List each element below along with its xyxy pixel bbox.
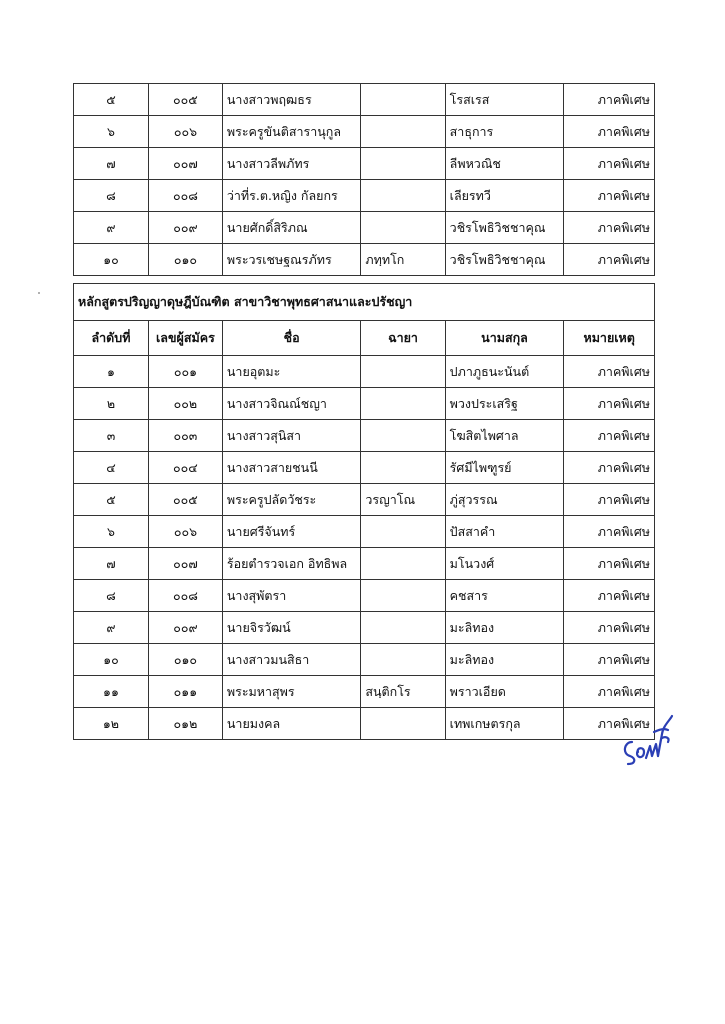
- row-name: นายศรีจันทร์: [222, 516, 360, 548]
- row-name: นายอุตมะ: [222, 356, 360, 388]
- row-applicant-number: ๐๑๐: [148, 244, 222, 276]
- row-applicant-number: ๐๐๘: [148, 580, 222, 612]
- row-applicant-number: ๐๐๔: [148, 452, 222, 484]
- row-order: ๙: [74, 212, 149, 244]
- row-applicant-number: ๐๐๕: [148, 484, 222, 516]
- row-name: ว่าที่ร.ต.หญิง กัลยกร: [222, 180, 360, 212]
- header-order: ลำดับที่: [74, 321, 149, 356]
- table-row: [74, 180, 655, 212]
- row-name: นางสาวสายชนนี: [222, 452, 360, 484]
- row-monastic-alias: [361, 516, 445, 548]
- section-title: หลักสูตรปริญญาดุษฎีบัณฑิต สาขาวิชาพุทธศาสนาและปรัชญา: [74, 284, 655, 321]
- row-applicant-number: ๐๐๖: [148, 116, 222, 148]
- row-applicant-number: ๐๐๙: [148, 612, 222, 644]
- row-applicant-number: ๐๐๘: [148, 180, 222, 212]
- row-monastic-alias: [361, 612, 445, 644]
- row-order: ๓: [74, 420, 149, 452]
- row-monastic-alias: [361, 212, 445, 244]
- row-monastic-alias: [361, 388, 445, 420]
- row-name: นางสุพัตรา: [222, 580, 360, 612]
- row-order: ๗: [74, 548, 149, 580]
- row-remark: ภาคพิเศษ: [564, 452, 655, 484]
- row-remark: ภาคพิเศษ: [564, 484, 655, 516]
- table-row: [74, 388, 655, 420]
- row-monastic-alias: [361, 644, 445, 676]
- row-surname: มโนวงศ์: [445, 548, 564, 580]
- table-row: [74, 452, 655, 484]
- row-surname: วชิรโพธิวิชชาคุณ: [445, 212, 564, 244]
- row-remark: ภาคพิเศษ: [564, 676, 655, 708]
- row-monastic-alias: [361, 580, 445, 612]
- table-row: [74, 612, 655, 644]
- row-surname: พวงประเสริฐ: [445, 388, 564, 420]
- row-remark: ภาคพิเศษ: [564, 612, 655, 644]
- section-title-row: [74, 284, 655, 321]
- row-surname: ปัสสาคำ: [445, 516, 564, 548]
- row-name: นายมงคล: [222, 708, 360, 740]
- applicant-table-continued: [73, 83, 655, 276]
- table-row: [74, 116, 655, 148]
- row-monastic-alias: [361, 708, 445, 740]
- row-order: ๙: [74, 612, 149, 644]
- header-surname: นามสกุล: [445, 321, 564, 356]
- row-applicant-number: ๐๑๒: [148, 708, 222, 740]
- row-order: ๘: [74, 180, 149, 212]
- header-remark: หมายเหตุ: [564, 321, 655, 356]
- row-remark: ภาคพิเศษ: [564, 148, 655, 180]
- table-row: [74, 356, 655, 388]
- row-applicant-number: ๐๐๖: [148, 516, 222, 548]
- table-row: [74, 708, 655, 740]
- row-order: ๑๒: [74, 708, 149, 740]
- applicant-table-phd-buddhism-philosophy: [73, 283, 655, 740]
- row-surname: โรสเรส: [445, 84, 564, 116]
- row-remark: ภาคพิเศษ: [564, 388, 655, 420]
- row-order: ๔: [74, 452, 149, 484]
- row-monastic-alias: [361, 452, 445, 484]
- signature-stroke: [625, 716, 672, 764]
- row-remark: ภาคพิเศษ: [564, 180, 655, 212]
- row-monastic-alias: [361, 148, 445, 180]
- row-surname: รัศมีไพฑูรย์: [445, 452, 564, 484]
- row-order: ๖: [74, 516, 149, 548]
- table-row: [74, 676, 655, 708]
- row-monastic-alias: [361, 356, 445, 388]
- row-order: ๒: [74, 388, 149, 420]
- row-applicant-number: ๐๐๑: [148, 356, 222, 388]
- row-monastic-alias: [361, 84, 445, 116]
- row-surname: วชิรโพธิวิชชาคุณ: [445, 244, 564, 276]
- row-applicant-number: ๐๑๑: [148, 676, 222, 708]
- row-remark: ภาคพิเศษ: [564, 244, 655, 276]
- row-order: ๕: [74, 484, 149, 516]
- row-remark: ภาคพิเศษ: [564, 212, 655, 244]
- row-name: พระครูขันติสารานุกูล: [222, 116, 360, 148]
- row-name: นางสาวมนสิธา: [222, 644, 360, 676]
- row-monastic-alias: [361, 548, 445, 580]
- row-order: ๕: [74, 84, 149, 116]
- row-name: นางสาวลีพภัทร: [222, 148, 360, 180]
- row-name: พระมหาสุพร: [222, 676, 360, 708]
- table-row: [74, 484, 655, 516]
- row-monastic-alias: ภทฺทโก: [361, 244, 445, 276]
- row-surname: มะลิทอง: [445, 644, 564, 676]
- row-remark: ภาคพิเศษ: [564, 420, 655, 452]
- row-name: นางสาวสุนิสา: [222, 420, 360, 452]
- header-name: ชื่อ: [222, 321, 360, 356]
- row-surname: พราวเอียด: [445, 676, 564, 708]
- row-applicant-number: ๐๐๗: [148, 148, 222, 180]
- row-name: พระครูปลัดวัชระ: [222, 484, 360, 516]
- signature-icon: [618, 712, 678, 770]
- row-order: ๖: [74, 116, 149, 148]
- table-row: [74, 212, 655, 244]
- row-order: ๑: [74, 356, 149, 388]
- row-remark: ภาคพิเศษ: [564, 356, 655, 388]
- row-surname: เลียรทวี: [445, 180, 564, 212]
- applicant-table-phd-body: [74, 356, 655, 740]
- row-applicant-number: ๐๐๙: [148, 212, 222, 244]
- row-remark: ภาคพิเศษ: [564, 116, 655, 148]
- row-remark: ภาคพิเศษ: [564, 708, 655, 740]
- row-order: ๗: [74, 148, 149, 180]
- row-name: นางสาวพฤฒธร: [222, 84, 360, 116]
- row-surname: ลีพหวณิช: [445, 148, 564, 180]
- row-surname: เทพเกษตรกุล: [445, 708, 564, 740]
- row-applicant-number: ๐๐๗: [148, 548, 222, 580]
- row-surname: ภู่สุวรรณ: [445, 484, 564, 516]
- row-remark: ภาคพิเศษ: [564, 644, 655, 676]
- row-remark: ภาคพิเศษ: [564, 84, 655, 116]
- row-remark: ภาคพิเศษ: [564, 516, 655, 548]
- row-monastic-alias: [361, 420, 445, 452]
- row-order: ๘: [74, 580, 149, 612]
- row-monastic-alias: [361, 116, 445, 148]
- row-surname: โฆสิตไพศาล: [445, 420, 564, 452]
- row-monastic-alias: วรญาโณ: [361, 484, 445, 516]
- row-name: ร้อยตำรวจเอก อิทธิพล: [222, 548, 360, 580]
- header-applicant-number: เลขผู้สมัคร: [148, 321, 222, 356]
- row-name: นางสาวจิณณ์ชญา: [222, 388, 360, 420]
- row-surname: ปภาภูธนะนันต์: [445, 356, 564, 388]
- row-order: ๑๑: [74, 676, 149, 708]
- row-order: ๑๐: [74, 244, 149, 276]
- row-surname: มะลิทอง: [445, 612, 564, 644]
- row-applicant-number: ๐๐๕: [148, 84, 222, 116]
- row-applicant-number: ๐๐๒: [148, 388, 222, 420]
- row-monastic-alias: สนฺติกโร: [361, 676, 445, 708]
- row-name: นายจิรวัฒน์: [222, 612, 360, 644]
- table-row: [74, 580, 655, 612]
- row-applicant-number: ๐๑๐: [148, 644, 222, 676]
- table-row: [74, 548, 655, 580]
- row-monastic-alias: [361, 180, 445, 212]
- table-row: [74, 84, 655, 116]
- table-row: [74, 244, 655, 276]
- applicant-table-continued-body: [74, 84, 655, 276]
- row-remark: ภาคพิเศษ: [564, 580, 655, 612]
- table-row: [74, 148, 655, 180]
- table-row: [74, 644, 655, 676]
- table-row: [74, 516, 655, 548]
- row-order: ๑๐: [74, 644, 149, 676]
- table-header-row: [74, 321, 655, 356]
- row-name: นายศักดิ์สิริภณ: [222, 212, 360, 244]
- row-surname: คชสาร: [445, 580, 564, 612]
- scan-speck: [38, 292, 40, 294]
- row-remark: ภาคพิเศษ: [564, 548, 655, 580]
- row-surname: สาธุการ: [445, 116, 564, 148]
- row-name: พระวรเชษฐณรภัทร: [222, 244, 360, 276]
- row-applicant-number: ๐๐๓: [148, 420, 222, 452]
- header-monastic-alias: ฉายา: [361, 321, 445, 356]
- table-row: [74, 420, 655, 452]
